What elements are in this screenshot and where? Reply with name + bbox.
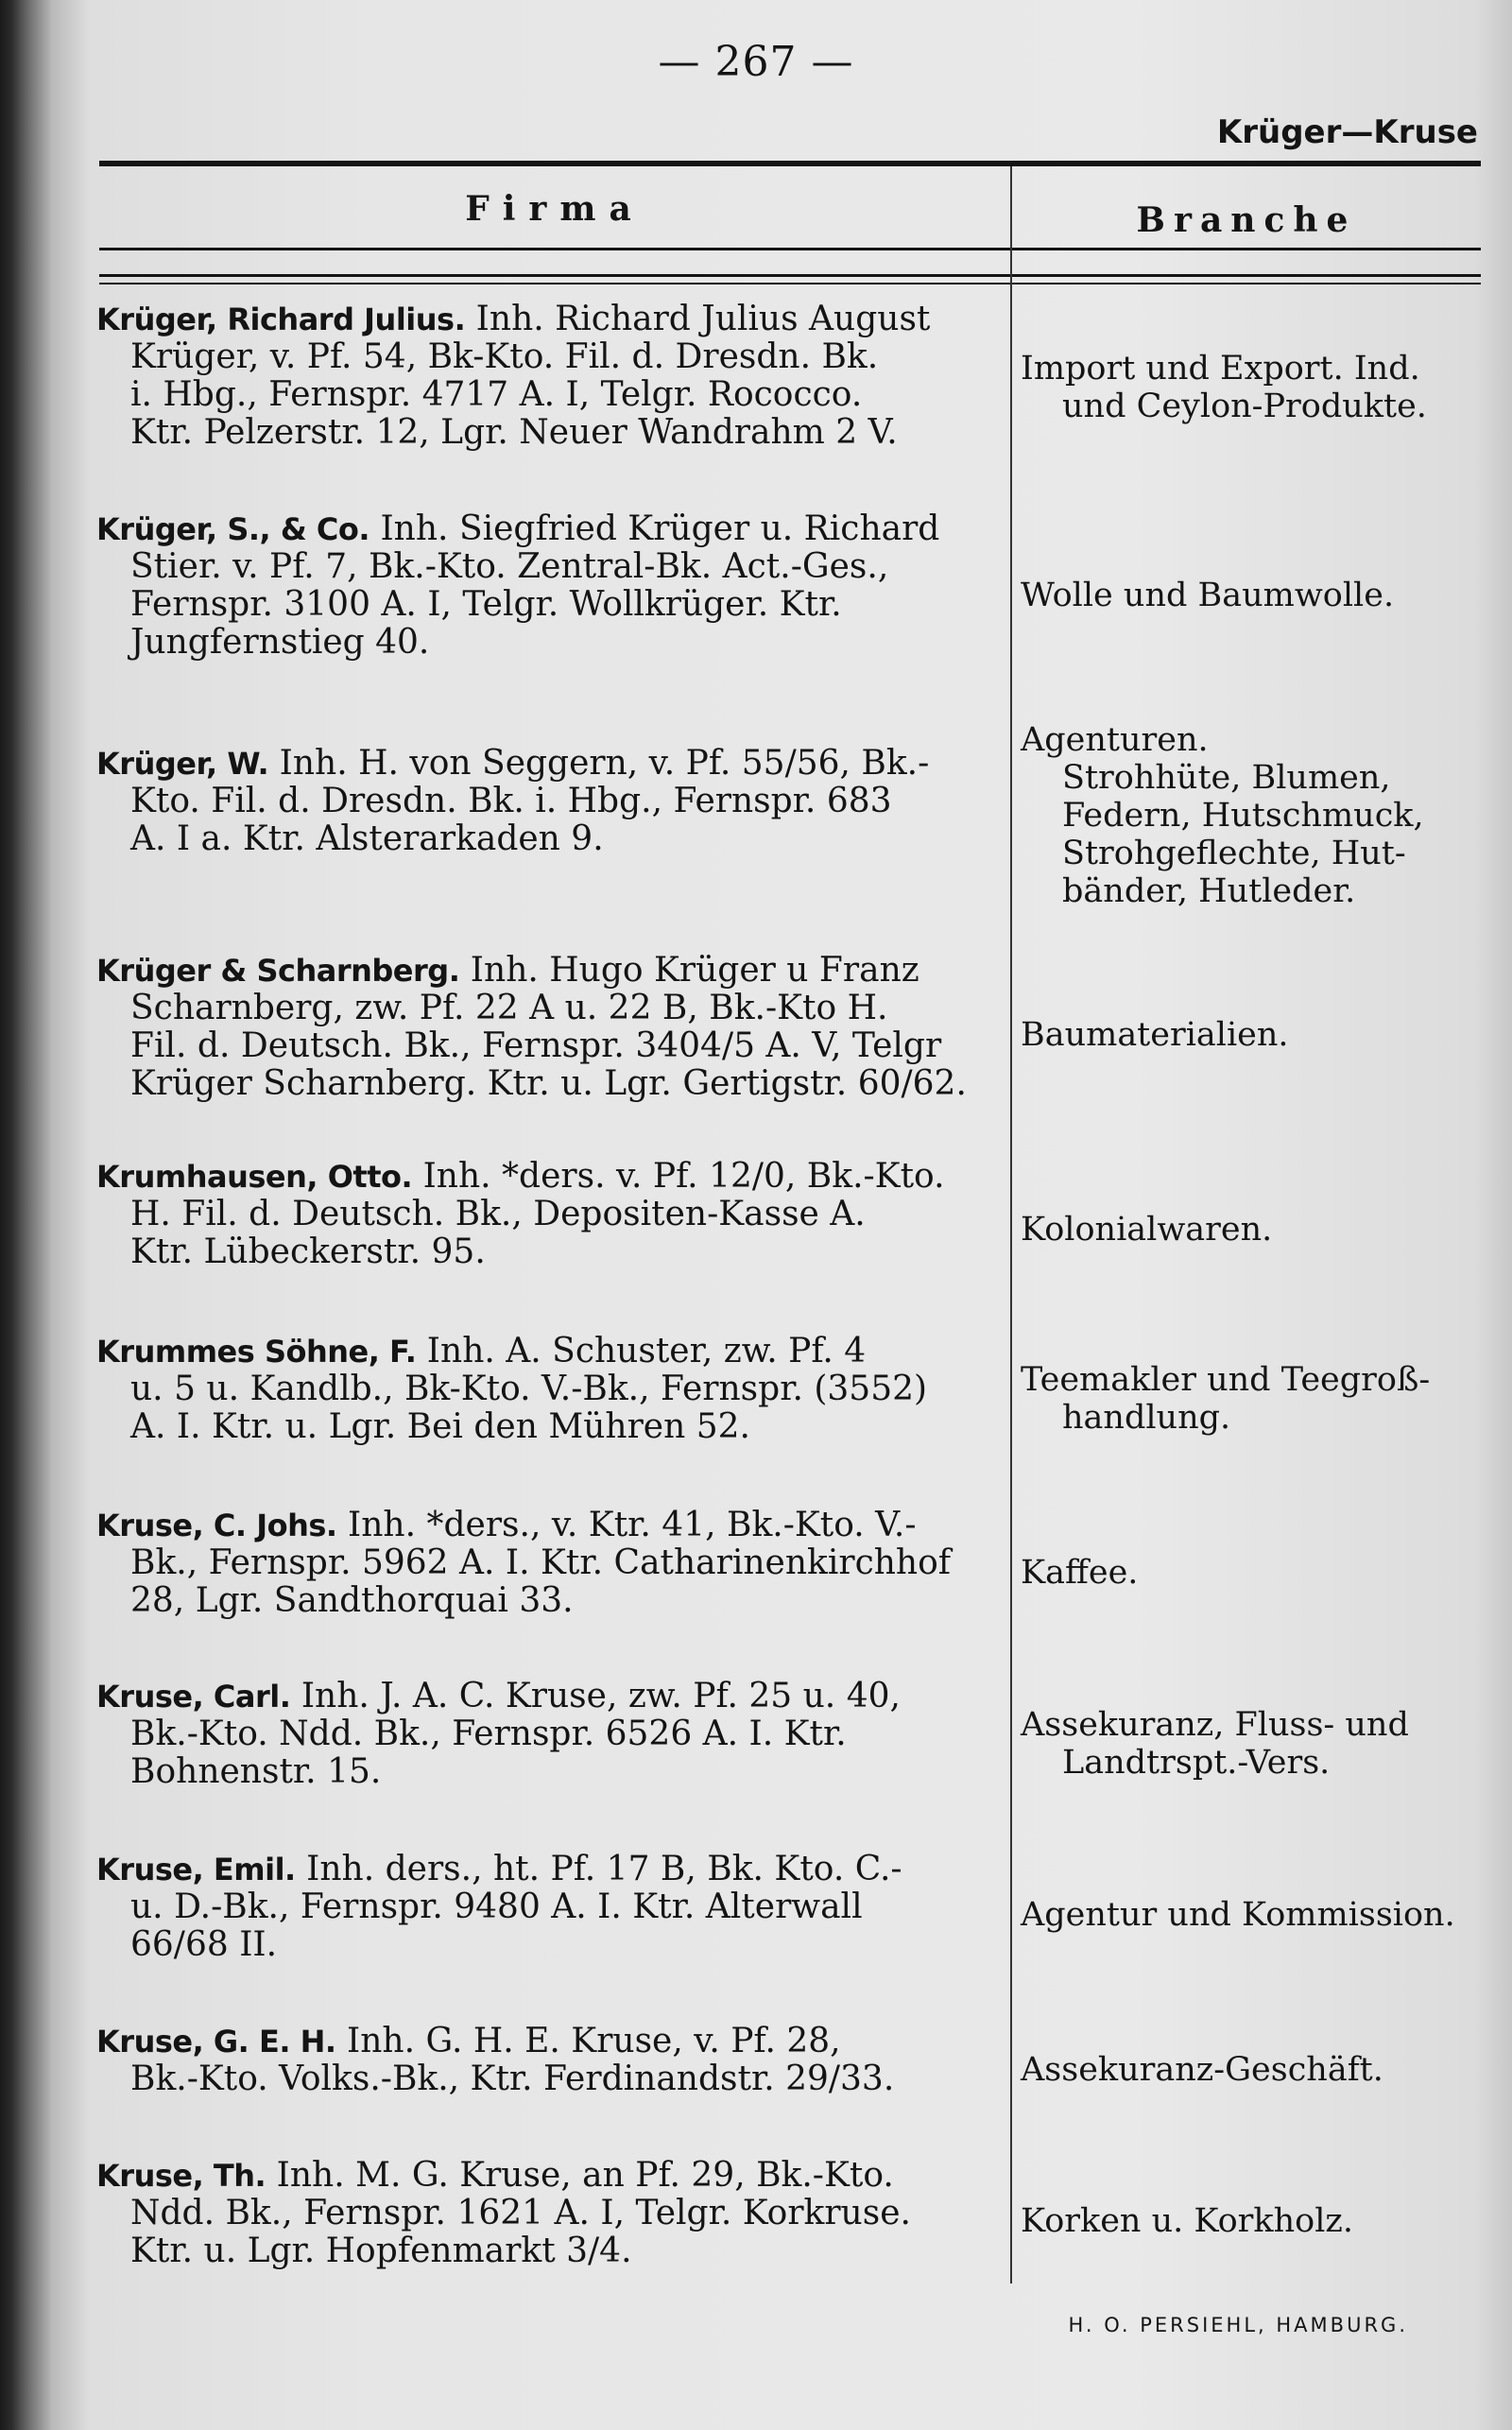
- firm-text: [96, 1678, 1002, 1791]
- column-separator: [1010, 166, 1012, 2284]
- firm-name: Krummes Söhne, F.: [96, 1334, 417, 1370]
- branche-line: Wolle und Baumwolle.: [1021, 577, 1395, 614]
- firm-name: Kruse, Carl.: [96, 1679, 291, 1715]
- firm-text: [96, 510, 1002, 662]
- branche-text: [1021, 2051, 1482, 2089]
- firm-text: [96, 2023, 1002, 2098]
- branche-line: handlung.: [1062, 1399, 1231, 1437]
- firm-line: Ktr. u. Lgr. Hopfenmarkt 3/4.: [130, 2232, 632, 2270]
- firm-line: 66/68 II.: [130, 1925, 278, 1964]
- firm-line: Ktr. Pelzerstr. 12, Lgr. Neuer Wandrahm 2 V.: [130, 413, 898, 452]
- firm-name: Kruse, G. E. H.: [96, 2024, 336, 2059]
- firm-line: i. Hbg., Fernspr. 4717 A. I, Telgr. Rococco.: [130, 375, 863, 414]
- branche-text: [1021, 1554, 1482, 1592]
- firm-line: Jungfernstieg 40.: [130, 623, 430, 662]
- firm-line: Krüger & Scharnberg. Inh. Hugo Krüger u Franz: [96, 951, 919, 990]
- firm-name: Kruse, Th.: [96, 2158, 266, 2194]
- firm-line: Kruse, Emil. Inh. ders., ht. Pf. 17 B, Bk. Kto. C.-: [96, 1850, 902, 1888]
- firm-line: Kruse, Carl. Inh. J. A. C. Kruse, zw. Pf. 25 u. 40,: [96, 1677, 901, 1715]
- branche-line: und Ceylon-Produkte.: [1062, 388, 1427, 425]
- branche-line: Strohgeflechte, Hut-: [1062, 835, 1406, 872]
- firm-line: Bohnenstr. 15.: [130, 1752, 382, 1791]
- branche-line: Kolonialwaren.: [1021, 1211, 1273, 1249]
- running-head: Krüger—Kruse: [1216, 113, 1478, 151]
- branche-text: [1021, 577, 1482, 614]
- firm-line: A. I. Ktr. u. Lgr. Bei den Mühren 52.: [130, 1407, 750, 1446]
- branche-text: [1021, 1706, 1482, 1782]
- branche-line: Strohhüte, Blumen,: [1062, 759, 1391, 797]
- firm-line: Scharnberg, zw. Pf. 22 A u. 22 B, Bk.-Kto H.: [130, 989, 888, 1027]
- firm-line: Krumhausen, Otto. Inh. *ders. v. Pf. 12/0, Bk.-Kto.: [96, 1157, 945, 1196]
- firm-name: Krüger & Scharnberg.: [96, 953, 460, 989]
- firm-line: Bk.-Kto. Volks.-Bk., Ktr. Ferdinandstr. 29/33.: [130, 2059, 895, 2098]
- firm-text: [96, 1507, 1002, 1620]
- branche-text: [1021, 2202, 1482, 2240]
- firm-line: Kruse, G. E. H. Inh. G. H. E. Kruse, v. Pf. 28,: [96, 2022, 841, 2060]
- firm-line: Ndd. Bk., Fernspr. 1621 A. I, Telgr. Korkruse.: [130, 2194, 911, 2232]
- firm-line: Krüger, W. Inh. H. von Seggern, v. Pf. 55/56, Bk.-: [96, 744, 930, 783]
- branche-line: Korken u. Korkholz.: [1021, 2202, 1353, 2240]
- branche-line: bänder, Hutleder.: [1062, 872, 1356, 910]
- firm-text: [96, 301, 1002, 452]
- branche-line: Kaffee.: [1021, 1554, 1139, 1592]
- firm-line: Kruse, Th. Inh. M. G. Kruse, an Pf. 29, Bk.-Kto.: [96, 2156, 894, 2195]
- firm-line: 28, Lgr. Sandthorquai 33.: [130, 1581, 574, 1620]
- branche-line: Assekuranz-Geschäft.: [1021, 2051, 1383, 2089]
- printer-imprint: H. O. PERSIEHL, HAMBURG.: [1068, 2314, 1408, 2336]
- firm-text: [96, 2157, 1002, 2270]
- firm-line: Krüger Scharnberg. Ktr. u. Lgr. Gertigstr. 60/62.: [130, 1064, 967, 1103]
- firm-name: Krüger, S., & Co.: [96, 511, 370, 547]
- firm-name: Krüger, W.: [96, 746, 269, 782]
- firm-line: Kto. Fil. d. Dresdn. Bk. i. Hbg., Fernspr. 683: [130, 782, 892, 820]
- firm-name: Kruse, C. Johs.: [96, 1508, 337, 1543]
- firm-line: Fil. d. Deutsch. Bk., Fernspr. 3404/5 A. V, Telgr: [130, 1026, 942, 1065]
- firm-name: Krumhausen, Otto.: [96, 1159, 413, 1195]
- firm-text: [96, 745, 1002, 858]
- page-number: — 267 —: [658, 38, 854, 86]
- top-rule: [99, 161, 1481, 166]
- firm-line: Bk., Fernspr. 5962 A. I. Ktr. Catharinenkirchhof: [130, 1543, 952, 1582]
- firm-line: u. D.-Bk., Fernspr. 9480 A. I. Ktr. Alterwall: [130, 1887, 863, 1926]
- branche-text: [1021, 721, 1482, 910]
- firm-line: Ktr. Lübeckerstr. 95.: [130, 1232, 486, 1271]
- firm-text: [96, 1851, 1002, 1964]
- firm-line: Krüger, v. Pf. 54, Bk-Kto. Fil. d. Dresdn. Bk.: [130, 337, 879, 376]
- branche-line: Import und Export. Ind.: [1021, 350, 1420, 388]
- branche-text: [1021, 1896, 1482, 1934]
- branche-line: Agenturen.: [1021, 721, 1209, 759]
- branche-line: Baumaterialien.: [1021, 1016, 1289, 1054]
- branche-line: Agentur und Kommission.: [1021, 1896, 1455, 1934]
- firm-line: u. 5 u. Kandlb., Bk-Kto. V.-Bk., Fernspr. (3552): [130, 1370, 928, 1408]
- branche-line: Federn, Hutschmuck,: [1062, 797, 1424, 835]
- firm-name: Kruse, Emil.: [96, 1852, 296, 1887]
- firm-text: [96, 952, 1002, 1103]
- firm-line: H. Fil. d. Deutsch. Bk., Depositen-Kasse A.: [130, 1195, 866, 1233]
- firm-line: Fernspr. 3100 A. I, Telgr. Wollkrüger. Ktr.: [130, 585, 842, 624]
- firm-line: Krüger, Richard Julius. Inh. Richard Julius August: [96, 300, 931, 338]
- branche-text: [1021, 1016, 1482, 1054]
- firm-line: Krüger, S., & Co. Inh. Siegfried Krüger u. Richard: [96, 509, 940, 548]
- branche-text: [1021, 1361, 1482, 1437]
- firm-name: Krüger, Richard Julius.: [96, 302, 466, 337]
- branche-text: [1021, 1211, 1482, 1249]
- firm-line: A. I a. Ktr. Alsterarkaden 9.: [130, 819, 604, 858]
- firm-line: Kruse, C. Johs. Inh. *ders., v. Ktr. 41, Bk.-Kto. V.-: [96, 1506, 917, 1544]
- header-rule-lower: [99, 274, 1481, 284]
- header-rule-upper: [99, 248, 1481, 250]
- firm-line: Bk.-Kto. Ndd. Bk., Fernspr. 6526 A. I. Ktr.: [130, 1715, 847, 1753]
- firm-line: Stier. v. Pf. 7, Bk.-Kto. Zentral-Bk. Act.-Ges.,: [130, 547, 889, 586]
- column-header-branche: Branche: [1136, 200, 1357, 240]
- firm-line: Krummes Söhne, F. Inh. A. Schuster, zw. Pf. 4: [96, 1332, 867, 1370]
- branche-line: Teemakler und Teegroß-: [1021, 1361, 1431, 1399]
- branche-text: [1021, 350, 1482, 425]
- firm-text: [96, 1158, 1002, 1271]
- branche-line: Landtrspt.-Vers.: [1062, 1744, 1331, 1782]
- branche-line: Assekuranz, Fluss- und: [1021, 1706, 1409, 1744]
- column-header-firma: Firma: [465, 189, 644, 229]
- firm-text: [96, 1333, 1002, 1446]
